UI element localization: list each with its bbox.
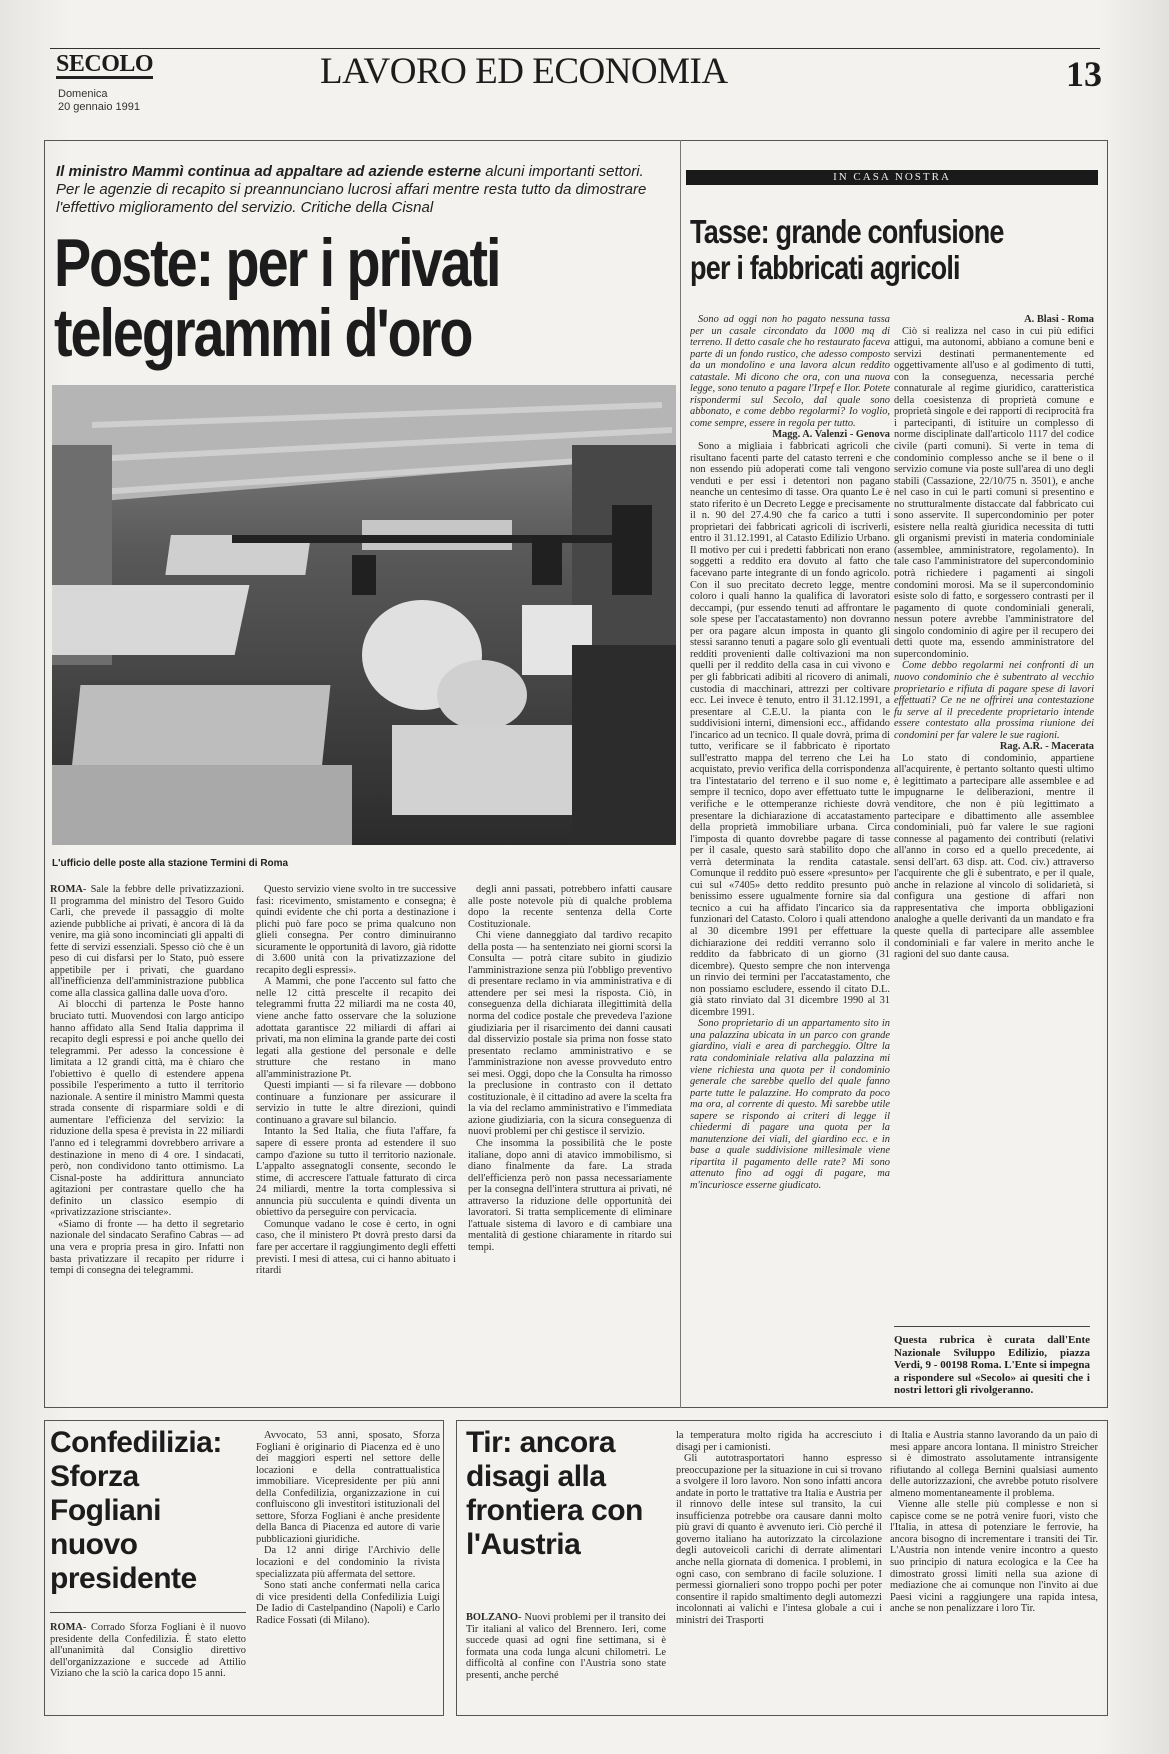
confedilizia-column-1: [50, 1622, 246, 1712]
post-office-photo: [52, 385, 676, 845]
tir-headline: Tir: ancora disagi alla frontiera con l'Austria: [466, 1426, 643, 1561]
article-paragraph: - Sale la febbre delle privatizzazioni. Il programma del ministro del Tesoro Guido Carli, che prevede il passaggio di molte aziende pubbliche ai privati, è ancora di là da venire, ma già sono incominciati gli appalti di fette di servizi essenziali. Spesso ciò che è un peso di cui disfarsi per lo Stato, può essere appetibile per i privati, che guardano all'inefficienza dell'amministrazione pubblica come alla classica gallina dalle uova d'oro.: [50, 884, 244, 999]
confedilizia-dateline: ROMA: [50, 1622, 83, 1633]
confedilizia-headline: Confedilizia: Sforza Fogliani nuovo presidente: [50, 1426, 222, 1595]
article-paragraph: Questo servizio viene svolto in tre successive fasi: ricevimento, smistamento e consegna; è quindi evidente che chi porta a destinazione i plichi può fare poco se prima qualcuno non glieli consegna. Per contro diminuiranno sicuramente le opportunità di lavoro, già ridotte di 3.600 unità con la privatizzazione del recapito degli espressi».: [256, 884, 456, 976]
tir-paragraph: Gli autotrasportatori hanno espresso preoccupazione per la situazione in cui si trovano a svolgere il loro lavoro. Non sono infatti ancora andate in porto le trattative tra Italia e Austria per il rinnovo delle intese sul transito, la cui insufficienza potrebbe ora causare danni molto più gravi di quanto è avvenuto ieri. Ciò perché il governo italiano ha autorizzato la circolazione degli autoveicoli carichi di derrate alimentari anche nella giornata di domenica. I problemi, in ogni caso, con sembrano di facile soluzione. I permessi giornalieri sono troppo pochi per poter consentire il rapido smaltimento degli automezzi incolonnati ai valichi e l'intesa globale a cui i ministri dei Trasporti: [676, 1453, 882, 1626]
article-paragraph: A Mammì, che pone l'accento sul fatto che nelle 12 città prescelte il recapito dei telegrammi frutta 22 miliardi ma ne costa 40, viene anche fatto osservare che la soluzione adottata garantisce 22 miliardi di affari ai privati, ma non elimina la grande parte dei costi legati alla gestione del personale e delle strutture che restano in mano all'amministrazione Pt.: [256, 976, 456, 1080]
tir-dateline: BOLZANO: [466, 1612, 518, 1623]
in-casa-nostra-bar: IN CASA NOSTRA: [686, 170, 1098, 185]
article-paragraph: Che insomma la possibilità che le poste italiane, dopo anni di atavico immobilismo, si diano finalmente da fare. La strada dell'efficienza però non passa necessariamente per la consegna dell'intera struttura ai privati, né attraverso la riduzione delle opportunità dei lavoratori. Si tratta semplicemente di eliminare l'attuale sistema di lavoro e di cambiare una mentalità di gestione chiaramente in ritardo sui tempi.: [468, 1138, 672, 1253]
confedilizia-paragraph: Sono stati anche confermati nella carica di vice presidenti della Confedilizia Luigi De Iadio di Castelpandino (Napoli) e Carlo Radice Fossati (di Milano).: [256, 1580, 440, 1626]
kicker-bold: Il ministro Mammì continua ad appaltare ad aziende esterne: [56, 163, 482, 180]
reader-question: Sono ad oggi non ho pagato nessuna tassa per un casale circondato da 1000 mq di terreno. Il detto casale che ho restaurato faceva parte di un fondo rustico, che adesso composto da un mondolino e una lavora alcun reddito catastale. Mi dicono che ora, con una nuova legge, sono tenuto a pagare l'Irpef e Ilor. Potete rispondermi sul Secolo, dal quale sono abbonato, e come debbo regolarmi? Io voglio, come sempre, essere in regola per tutto.: [690, 314, 890, 429]
article-paragraph: Chi viene danneggiato dal tardivo recapito della posta — ha sentenziato nei giorni scorsi la Consulta — potrà citare subito in giudizio l'amministrazione senza più l'obbligo preventivo di presentare reclamo in via amministrativa e di attendere per sei mesi la risposta. Ciò, in conseguenza della dichiarata illegittimità della norma del codice postale che prevedeva l'azione giudiziaria per il risarcimento dei danni causati dal disservizio postale sia prima non fosse stato presentato reclamo amministrativo e se l'amministrazione non avesse provveduto entro sei mesi. Oggi, dopo che la Consulta ha rimosso la preclusione in contrasto con il dettato costituzionale, è il cittadino ad avere la scelta fra la via del reclamo amministrativo e l'immediata azione giudiziaria, con la sicura conseguenza di nuovi problemi per chi gestisce il servizio.: [468, 930, 672, 1138]
article-column-1: [50, 884, 244, 1394]
article-column-3: [468, 884, 672, 1394]
confedilizia-paragraph: - Corrado Sforza Fogliani è il nuovo presidente della Confedilizia. È stato eletto all'unanimità dal Consiglio direttivo dell'organizzazione e succede ad Attilio Viziano che la sciò la carica dopo 15 anni.: [50, 1622, 246, 1680]
article-kicker: [56, 163, 656, 217]
note-rule: [894, 1326, 1090, 1327]
kicker-rest: alcuni importanti settori. Per le agenzie di recapito si preannunciano lucrosi affari mentre resta tutto da dimostrare l'effettivo miglioramento del servizio. Critiche della Cisnal: [56, 163, 647, 216]
tir-paragraph: di Italia e Austria stanno lavorando da un paio di mesi appare ancora lontana. Il ministro Streicher si è dimostrato assolutamente intransigente rifiutando al collega Bernini qualsiasi aumento delle autorizzazioni, che avrebbe potuto risolvere almeno momentaneamente il problema.: [890, 1430, 1098, 1499]
confedilizia-paragraph: Da 12 anni dirige l'Archivio delle locazioni e del condominio la rivista specializzata più affermata del settore.: [256, 1545, 440, 1580]
article-paragraph: Comunque vadano le cose è certo, in ogni caso, che il ministero Pt dovrà presto darsi da fare per accertare il raggiungimento degli effetti previsti. I mesi di attesa, cui ci hanno abituato i ritardi: [256, 1218, 456, 1277]
in-casa-nostra-column-1: [690, 314, 890, 1406]
tir-paragraph: Vienne alle stelle più complesse e non si capisce come se ne potrà venire fuori, visto che l'Italia, in attesa di potenziare le ferrovie, ha ancora bisogno di incrementare i transiti dei Tir. L'Austria non intende venire incontro a questo suo principio di natura ecologica e la Cee ha dimostrato grossi limiti nella sua azione di mediazione che ai comunque non l'invito ai due Paesi vicini a raggiungere una rapida intesa, anche se non penalizzare i loro Tir.: [890, 1499, 1098, 1615]
answer-paragraph: Ciò si realizza nel caso in cui più edifici attigui, ma autonomi, abbiano a comune beni e servizi destinati permanentemente ed oggettivamente all'uso e al godimento di tutti, con la conseguenza, necessaria perché connaturale al regime giuridico, caratteristica della coesistenza di proprietà comune e proprietà singole e dei rapporti di reciprocità fra i partecipanti, di istituire un complesso di norme disciplinate dall'articolo 1117 del codice civile (parti comuni). Si verte in tema di condominio complesso anche se il bene o il servizio comune via poste sull'area di uno degli stabili (Cassazione, 22/10/75 n. 3501), e anche nel caso in cui le parti comuni si presentino e no strutturalmente distaccate dal fabbricato cui sono asservite. Il supercondominio per poter esistere nella realtà giuridica necessita di tutti gli organismi previsti in materia condominiale (assemblee, amministratore, regolamento). In tale caso l'amministratore del supercondominio potrà richiedere i pagamenti ai singoli condomini morosi. Ma se il supercondominio esiste solo di fatto, e sorgessero contrasti per il pagamento di quote condominiali generali, nessun potere avrebbe l'amministratore del singolo condominio di agire per il recupero dei detti quote ma, essendo amministratore del supercondominio.: [894, 325, 1094, 660]
post-office-photo-graphic: [52, 385, 676, 845]
section-title: LAVORO ED ECONOMIA: [320, 51, 728, 92]
header-rule: [50, 48, 1100, 49]
issue-day: Domenica: [58, 88, 108, 100]
issue-date-text: 20 gennaio 1991: [58, 101, 140, 113]
article-paragraph: Intanto la Sed Italia, che fiuta l'affare, fa sapere di essere pronta ad estendere il suo campo d'azione su tutto il territorio nazionale. L'appalto assegnatogli consente, secondo le stime, di accrescere l'attuale fatturato di circa 24 miliardi, mentre la torta complessiva si annuncia più succulenta e quindi diventa un obiettivo da perseguire con pervicacia.: [256, 1126, 456, 1219]
answer-paragraph: Sono a migliaia i fabbricati agricoli che risultano facenti parte del catasto terreni e che non essendo più adoperati come tali vengono venduti e per essi i detentori non pagano neanche un centesimo di tasse. Ora quanto Le è stato riferito è un Decreto Legge e precisamente il n. 90 del 27.4.90 che fa carico a tutti i proprietari dei fabbricati agricoli di iscriverli, entro il 31.12.1991, al Catasto Edilizio Urbano. Il motivo per cui i predetti fabbricati non erano soggetti a reddito era dovuto al fatto che facevano parte integrante di un fondo agricolo. Con il suo precitato decreto legge, mentre coloro i quali hanno la qualifica di lavoratori deccampi, (pur essendo tenuti ad affrontare le sole spese per l'accatastamento) non dovranno per ora pagare alcun imposta in quanto gli stessi saranno tenuti a pagare solo gli eventuali redditi provenienti dalle coltivazioni ma non quelli per il reddito della casa in cui vivono e per gli fabbricati adibiti al ricovero di animali, custodia di macchinari, attrezzi per coltivare ecc. Lei invece è tenuto, entro il 31.12.1991, a presentare al C.E.U. la pianta con le suddivisioni interni, dimensioni ecc., affidando l'incarico ad un tecnico. Il quale dovrà, prima di tutto, verificare se il fabbricato è riportato sull'estratto mappa del terreno che Lei ha acquistato, previo verifica della corrispondenza tra l'intestatario del terreno e il suo nome e, sempre il tecnico, dopo aver effettuato tutte le verifiche e le ottemperanze richieste dovrà presentare la dichiarazione di accatastamento della proprietà immobiliare urbana. Circa l'imposta di quanto dovrebbe pagare di tasse per il casale, questo sarà stabilito dopo che verrà determinata la rendita catastale. Comunque il reddito può essere «presunto» per cui sul «7405» detto reddito presunto può benissimo essere ugualmente fornire sia dal tecnico a cui ha affidato l'incarico sia da funzionari del Catasto. Coloro i quali attendono al 30 dicembre 1991 per effettuare la dichiarazione dei redditi verranno solo il reddito da fabbricato di un giorno (31 dicembre). Questo sempre che non intervenga un rinvio dei termini per l'accatastamento, che non possiamo escludere, essendo il citato D.L. già stato rinviato dal 31 dicembre 1990 al 31 dicembre 1991.: [690, 441, 890, 1018]
column-note: Questa rubrica è curata dall'Ente Nazionale Sviluppo Edilizio, piazza Verdi, 9 - 00198 Roma. L'Ente si impegna a rispondere sul «Secolo» ai quesiti che i nostri lettori gli rivolgeranno.: [894, 1334, 1090, 1397]
in-casa-nostra-column-2: [894, 314, 1094, 1324]
confedilizia-rule: [50, 1612, 246, 1613]
reader-question: Sono proprietario di un appartamento sito in una palazzina ubicata in un parco con grande giardino, viali e area di parcheggio. Oltre la rata condominiale relativa alla palazzina mi viene richiesta una quota per il condominio generale che sarebbe quello del quale fanno parte tutte le palazzine. Ho comprato da poco ma ora, al corrente di questo. Mi sarebbe utile sapere se rispondo ai criteri di legge il chiedermi di pagare una quota per la manutenzione dei viali, del giardino ecc. e in base a quale suddivisione millesimale viene ripartita il pagamento delle rate? Mi sono attenuto fino ad oggi di pagare, ma m'incuriosce esserne giudicato.: [690, 1018, 890, 1192]
confedilizia-paragraph: Avvocato, 53 anni, sposato, Sforza Fogliani è originario di Piacenza ed è uno dei maggiori esperti nel settore delle locazioni e della contrattualistica immobiliare. Vicepresidente per più anni della Confedilizia, organizzazione in cui confluiscono gli investitori istituzionali del settore, Sforza Fogliani è anche presidente della Banca di Piacenza ed autore di varie pubblicazioni giuridiche.: [256, 1430, 440, 1545]
confedilizia-column-2: [256, 1430, 440, 1714]
article-paragraph: «Siamo di fronte — ha detto il segretario nazionale del sindacato Serafino Cabras — ad una vera e propria presa in giro. Infatti non basta privatizzare il recapito per ridurre i tempi di consegna dei telegrammi.: [50, 1218, 244, 1277]
reader-signature: A. Blasi - Roma: [1024, 314, 1094, 325]
article-paragraph: degli anni passati, potrebbero infatti causare alle poste notevole più di qualche problema dopo la recente sentenza della Corte Costituzionale.: [468, 884, 672, 930]
reader-signature: Rag. A.R. - Macerata: [999, 741, 1094, 753]
article-dateline: ROMA: [50, 884, 83, 895]
column-divider: [680, 140, 681, 1408]
tir-column-3: [890, 1430, 1098, 1714]
issue-date: [58, 88, 140, 114]
tir-paragraph: - Nuovi problemi per il transito dei Tir italiani al valico del Brennero. Ieri, come succede quasi ad ogni fine settimana, si è formata una coda lunga alcuni chilometri. Le difficoltà al confine con l'Austria sono state presenti, anche perché: [466, 1612, 666, 1681]
reader-signature: Magg. A. Valenzi - Genova: [772, 429, 890, 441]
tir-column-2: [676, 1430, 882, 1714]
article-column-2: [256, 884, 456, 1394]
answer-paragraph: Lo stato di condominio, appartiene all'acquirente, è pertanto soltanto questi ultimo è legittimato a partecipare alle assemblee e ad impugnarne le deliberazioni, mentre il venditore, che non è più legittimato a partecipare e dibattimento alle assemblee condominiali, può far valere le sue ragioni connesse al pagamento dei contributi (relativi all'anno in corso ed a quello precedente, ai sensi dell'art. 63 disp. att. Cod. civ.) attraverso l'acquirente che gli è subentrato, e per il quale, anche in relazione al vincolo di solidarietà, si configura una gestione di affari non rappresentativa che importa obbligazioni analoghe a quelle derivanti da un mandato e fra queste quella di partecipare alle assemblee condominiali e far valere in merito anche le ragioni del suo dante causa.: [894, 752, 1094, 961]
newspaper-logo: SECOLO: [56, 51, 154, 77]
in-casa-nostra-headline: Tasse: grande confusione per i fabbricati agricoli: [690, 213, 1004, 286]
article-paragraph: Questi impianti — si fa rilevare — dobbono continuare a funzionare per assicurare il servizio in tutte le altre direzioni, quindi continuano a gravare sul bilancio.: [256, 1080, 456, 1126]
reader-question: Come debbo regolarmi nei confronti di un nuovo condominio che è subentrato al vecchio proprietario e rifiuta di pagare spese di lavori effettuati? Ce ne ne offrirei una contestazione fu serve al il precedente proprietario intende essere contestato alla prossima riunione dei condomini per far valere le sue ragioni.: [894, 660, 1094, 741]
page-number: 13: [1066, 54, 1102, 94]
article-paragraph: Ai blocchi di partenza le Poste hanno bruciato tutti. Muovendosi con largo anticipo hanno affidato alla Send Italia dapprima il recapito degli espressi e poi anche quello dei telegrammi. Per adesso la concessione è limitata a 12 grandi città, ma è chiaro che l'obiettivo è quello di estendere appena possibile l'esperimento a tutto il territorio nazionale. A sentire il ministro Mammì questa strada consente di risparmiare soldi e di aumentare l'efficienza del servizio: la riduzione della spesa è prevista in 22 miliardi l'anno ed i telegrammi dovrebbero arrivare a destinazione in meno di 4 ore. I sindacati, però, non condividono tanto ottimismo. La Cisnal-poste ha addirittura annunciato agitazioni per contrastare quello che ha definito un classico esempio di «privatizzazione strisciante».: [50, 999, 244, 1219]
article-headline: Poste: per i privati telegrammi d'oro: [54, 225, 500, 371]
tir-paragraph: la temperatura molto rigida ha accresciuto i disagi per i camionisti.: [676, 1430, 882, 1453]
photo-caption: L'ufficio delle poste alla stazione Termini di Roma: [52, 858, 289, 869]
tir-column-1: [466, 1612, 666, 1712]
